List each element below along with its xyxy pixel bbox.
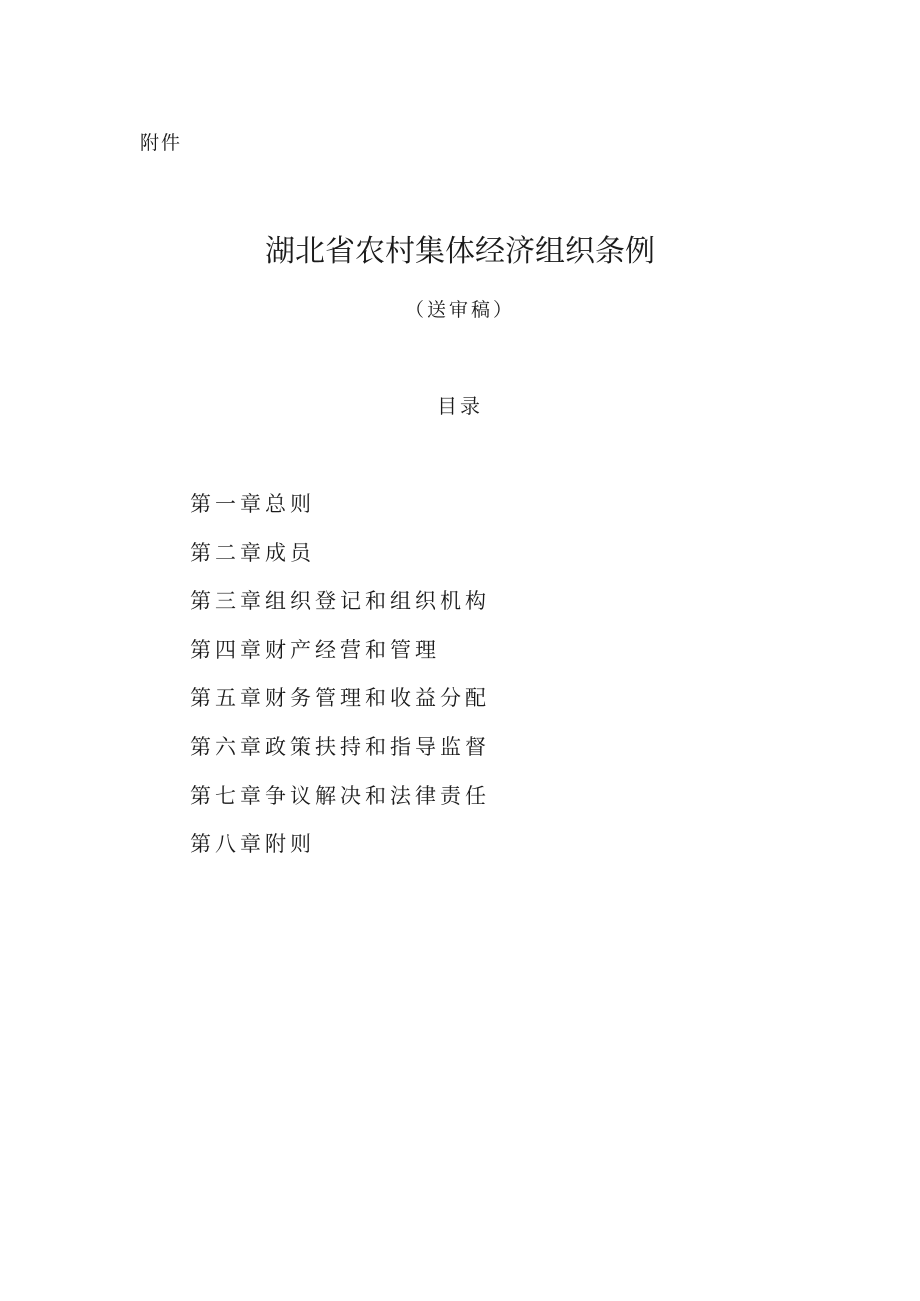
toc-item-chapter-2: 第二章成员 bbox=[190, 540, 315, 565]
toc-item-chapter-4: 第四章财产经营和管理 bbox=[190, 637, 440, 662]
toc-item-chapter-1: 第一章总则 bbox=[190, 492, 315, 516]
toc-item-chapter-5: 第五章财务管理和收益分配 bbox=[190, 686, 490, 711]
document-subtitle: （送审稿） bbox=[404, 299, 515, 321]
toc-item-chapter-6: 第六章政策扶持和指导监督 bbox=[190, 734, 490, 759]
toc-item-chapter-3: 第三章组织登记和组织机构 bbox=[190, 589, 490, 614]
attachment-label: 附件 bbox=[140, 132, 183, 154]
table-of-contents bbox=[190, 490, 490, 879]
toc-item-chapter-7: 第七章争议解决和法律责任 bbox=[190, 783, 490, 808]
document-title: 湖北省农村集体经济组织条例 bbox=[265, 234, 655, 269]
toc-item-chapter-8: 第八章附则 bbox=[190, 832, 315, 857]
toc-heading: 目录 bbox=[437, 394, 483, 418]
